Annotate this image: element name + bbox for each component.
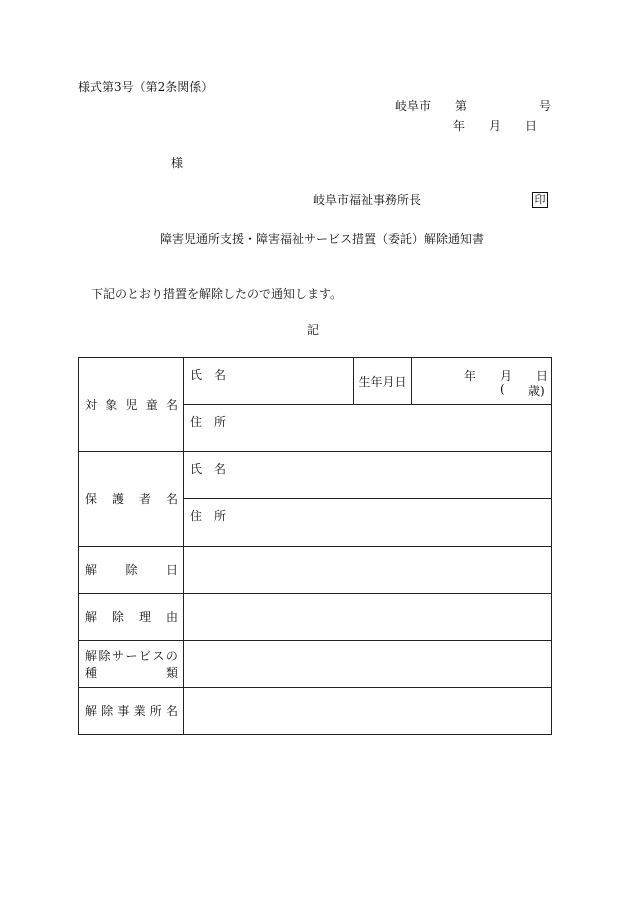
day-label: 日 bbox=[536, 369, 549, 383]
child-address-cell[interactable] bbox=[184, 405, 552, 452]
birthdate-value-cell[interactable] bbox=[412, 358, 552, 405]
service-type-value-cell[interactable] bbox=[184, 640, 552, 687]
service-type-label: 解 除 サ ー ビ ス の 種 類 bbox=[85, 648, 178, 680]
cancel-date-value-cell[interactable] bbox=[184, 546, 552, 593]
cancel-date-label-cell bbox=[79, 546, 184, 593]
month-label: 月 bbox=[500, 369, 513, 383]
sender-name: 岐阜市福祉事務所長 bbox=[313, 193, 422, 207]
document-title: 障害児通所支援・障害福祉サービス措置（委託）解除通知書 bbox=[160, 232, 485, 246]
birthdate-label: 生年月日 bbox=[358, 374, 407, 389]
guardian-label-cell bbox=[79, 452, 184, 546]
guardian-address-label: 住 所 bbox=[190, 509, 227, 524]
table-row bbox=[79, 358, 552, 405]
facility-name-value-cell[interactable] bbox=[184, 687, 552, 734]
form-number: 様式第3号（第2条関係） bbox=[78, 80, 214, 94]
table-row bbox=[79, 593, 552, 640]
guardian-label: 保 護 者 名 bbox=[85, 492, 178, 507]
table-row bbox=[79, 452, 552, 499]
year-label: 年 bbox=[464, 369, 477, 383]
facility-name-label-cell bbox=[79, 687, 184, 734]
child-address-label: 住 所 bbox=[190, 415, 227, 430]
age-label: 歳) bbox=[528, 384, 545, 398]
guardian-name-label: 氏 名 bbox=[190, 462, 227, 477]
cancel-date-label: 解 除 日 bbox=[85, 563, 178, 578]
seal-mark: 印 bbox=[532, 192, 548, 208]
addressee-suffix: 様 bbox=[171, 156, 184, 170]
cancel-reason-value-cell[interactable] bbox=[184, 593, 552, 640]
table-row bbox=[79, 640, 552, 687]
facility-name-label: 解 除 事 業 所 名 bbox=[85, 704, 178, 719]
age-open-paren: ( bbox=[500, 382, 505, 396]
table-row bbox=[79, 687, 552, 734]
subject-child-label: 対 象 児 童 名 bbox=[85, 398, 178, 413]
notice-table bbox=[78, 357, 552, 735]
cancel-reason-label-cell bbox=[79, 593, 184, 640]
body-text: 下記のとおり措置を解除したので通知します。 bbox=[91, 287, 343, 301]
subject-child-label-cell bbox=[79, 358, 184, 452]
document-number: 岐阜市 第 号 bbox=[395, 99, 552, 113]
guardian-name-cell[interactable] bbox=[184, 452, 552, 499]
ki-heading: 記 bbox=[307, 323, 320, 337]
service-type-label-cell bbox=[79, 640, 184, 687]
birthdate-label-cell bbox=[354, 358, 412, 405]
guardian-address-cell[interactable] bbox=[184, 499, 552, 546]
issue-date: 年 月 日 bbox=[453, 119, 538, 133]
table-row bbox=[79, 546, 552, 593]
child-name-cell[interactable] bbox=[184, 358, 354, 405]
child-name-label: 氏 名 bbox=[190, 368, 227, 382]
cancel-reason-label: 解 除 理 由 bbox=[85, 610, 178, 625]
